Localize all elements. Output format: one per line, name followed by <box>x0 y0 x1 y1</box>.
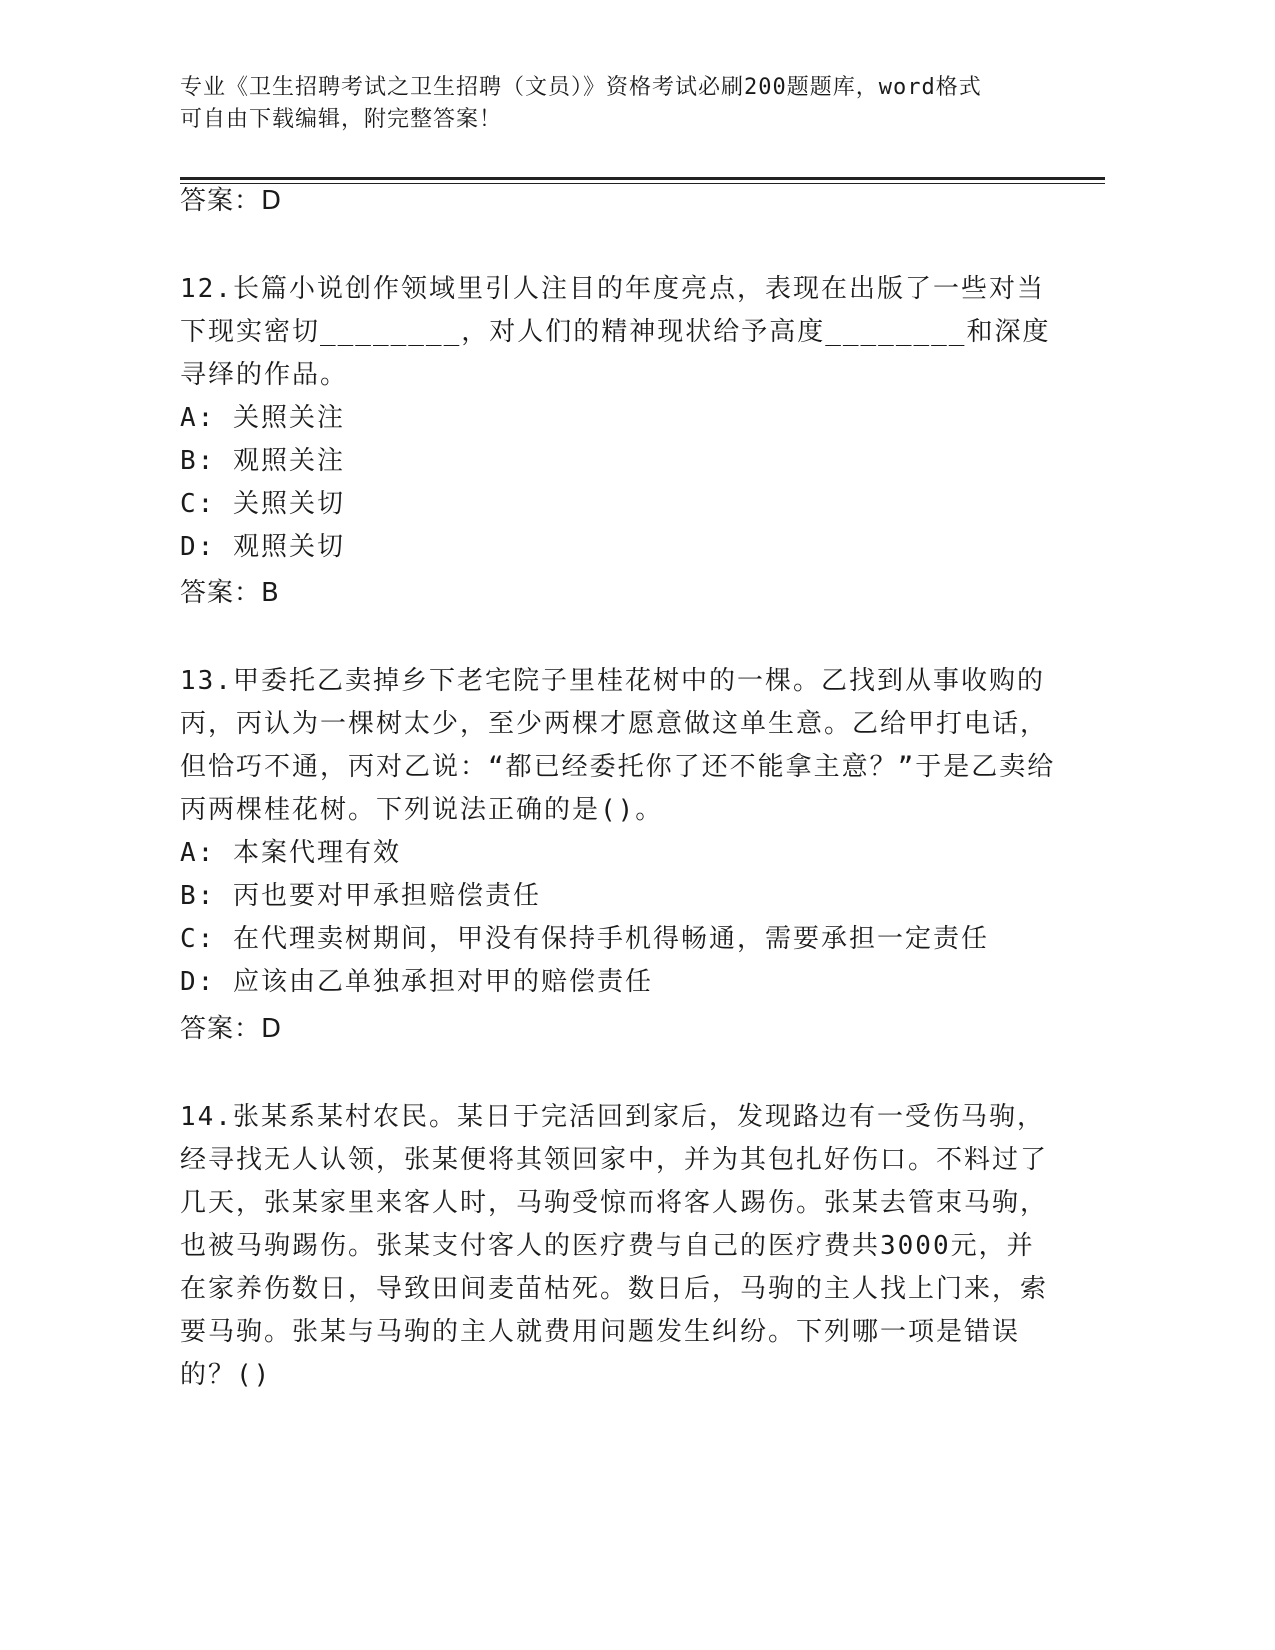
answer-prev: 答案：D <box>180 186 283 216</box>
option-a: A: 关照关注 <box>180 403 345 433</box>
option-b: B: 丙也要对甲承担赔偿责任 <box>180 881 541 911</box>
header-rule-thick <box>180 177 1105 180</box>
answer-13: 答案：D <box>180 1014 283 1044</box>
option-c: C: 在代理卖树期间，甲没有保持手机得畅通，需要承担一定责任 <box>180 924 989 954</box>
option-d: D: 应该由乙单独承担对甲的赔偿责任 <box>180 967 653 997</box>
page-header <box>180 72 1040 136</box>
option-d: D: 观照关切 <box>180 532 345 562</box>
question-13 <box>180 660 1060 1004</box>
option-c: C: 关照关切 <box>180 489 345 519</box>
header-line-1: 专业《卫生招聘考试之卫生招聘（文员）》资格考试必刷200题题库，word格式 <box>180 75 982 100</box>
question-text: 14.张某系某村农民。某日于完活回到家后，发现路边有一受伤马驹，经寻找无人认领，张某便将其领回家中，并为其包扎好伤口。不料过了几天，张某家里来客人时，马驹受惊而将客人踢伤。张某去管束马驹，也被马驹踢伤。张某支付客人的医疗费与自己的医疗费共3000元，并在家养伤数日，导致田间麦苗枯死。数日后，马驹的主人找上门来，索要马驹。张某与马驹的主人就费用问题发生纠纷。下列哪一项是错误的？() <box>180 1102 1049 1390</box>
question-14 <box>180 1096 1060 1397</box>
question-text: 13.甲委托乙卖掉乡下老宅院子里桂花树中的一棵。乙找到从事收购的丙，丙认为一棵树太少，至少两棵才愿意做这单生意。乙给甲打电话，但恰巧不通，丙对乙说：“都已经委托你了还不能拿主意？”于是乙卖给丙两棵桂花树。下列说法正确的是()。 <box>180 666 1056 825</box>
option-b: B: 观照关注 <box>180 446 345 476</box>
question-text: 12.长篇小说创作领域里引人注目的年度亮点，表现在出版了一些对当下现实密切________，对人们的精神现状给予高度________和深度寻绎的作品。 <box>180 274 1051 390</box>
header-rule-thin <box>180 183 1105 184</box>
question-12 <box>180 268 1060 569</box>
answer-12: 答案：B <box>180 578 280 608</box>
header-line-2: 可自由下载编辑，附完整答案！ <box>180 107 503 132</box>
option-a: A: 本案代理有效 <box>180 838 401 868</box>
